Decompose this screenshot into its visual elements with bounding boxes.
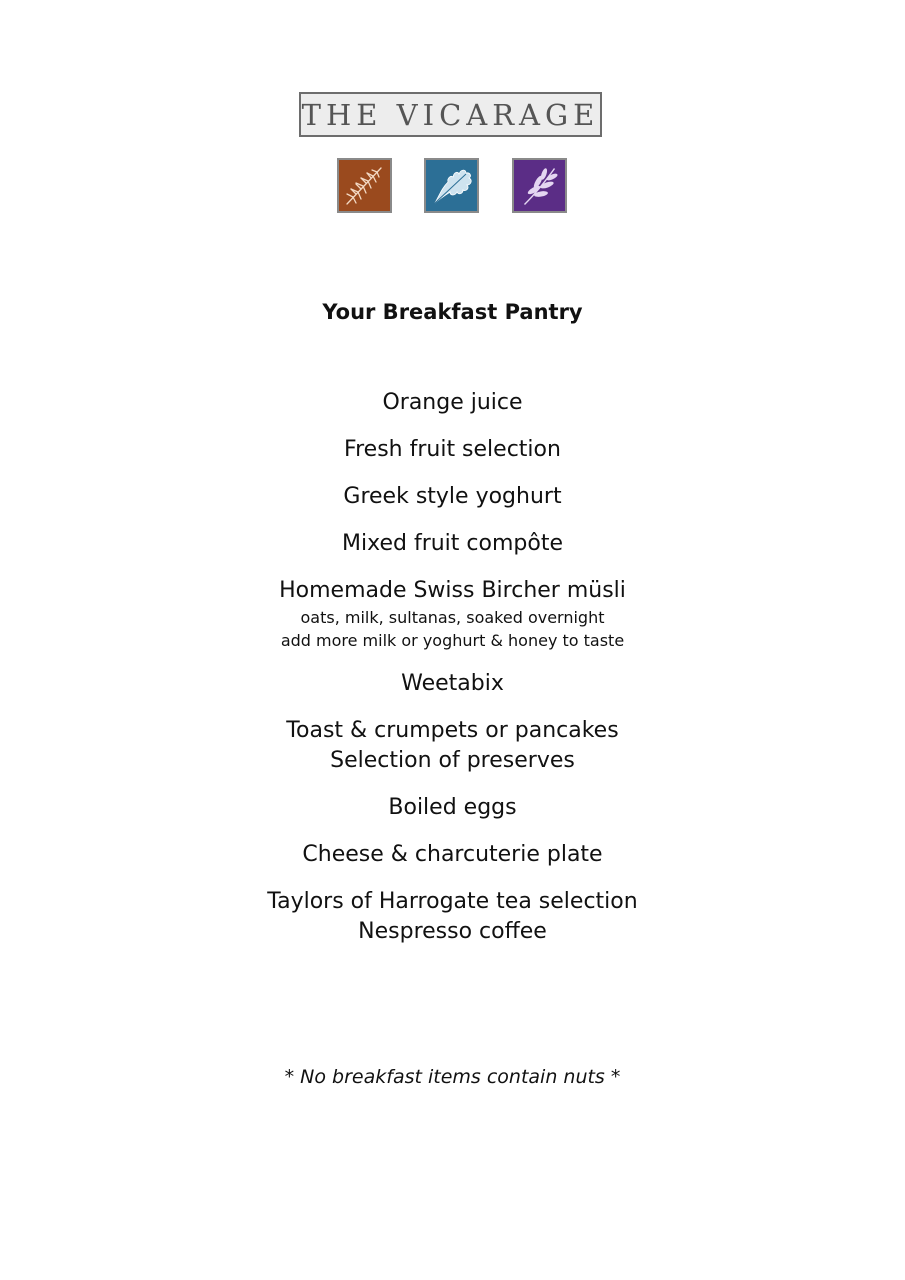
menu-list [0,388,905,964]
logo-tiles [0,158,905,215]
menu-item-name: Mixed fruit compôte [342,531,563,556]
menu-item [0,482,905,512]
menu-item [0,669,905,699]
menu-item-name: Taylors of Harrogate tea selection [267,889,638,914]
menu-item-description: oats, milk, sultanas, soaked overnight [300,608,605,627]
menu-item [0,887,905,947]
logo-text: THE VICARAGE [301,97,600,132]
menu-item [0,435,905,465]
allergy-note: * No breakfast items contain nuts * [284,1066,621,1088]
menu-item-name: Boiled eggs [388,795,517,820]
menu-item [0,716,905,776]
oak-leaf-icon [424,158,479,213]
menu-item [0,529,905,559]
pine-branch-icon [337,158,392,213]
menu-item-description: add more milk or yoghurt & honey to taste [280,631,625,650]
menu-item-name: Nespresso coffee [358,919,547,944]
menu-item-name: Greek style yoghurt [343,484,562,509]
menu-item-name: Fresh fruit selection [344,437,561,462]
page-title: Your Breakfast Pantry [322,300,583,324]
menu-item-name: Selection of preserves [330,748,575,773]
menu-item [0,793,905,823]
menu-item-name: Toast & crumpets or pancakes [286,718,619,743]
menu-item [0,576,905,652]
menu-item [0,840,905,870]
menu-item [0,388,905,418]
menu-item-name: Cheese & charcuterie plate [302,842,603,867]
menu-item-name: Weetabix [401,671,504,696]
herb-sprig-icon [512,158,567,213]
menu-item-name: Homemade Swiss Bircher müsli [279,578,626,603]
logo [299,92,602,137]
menu-item-name: Orange juice [382,390,523,415]
